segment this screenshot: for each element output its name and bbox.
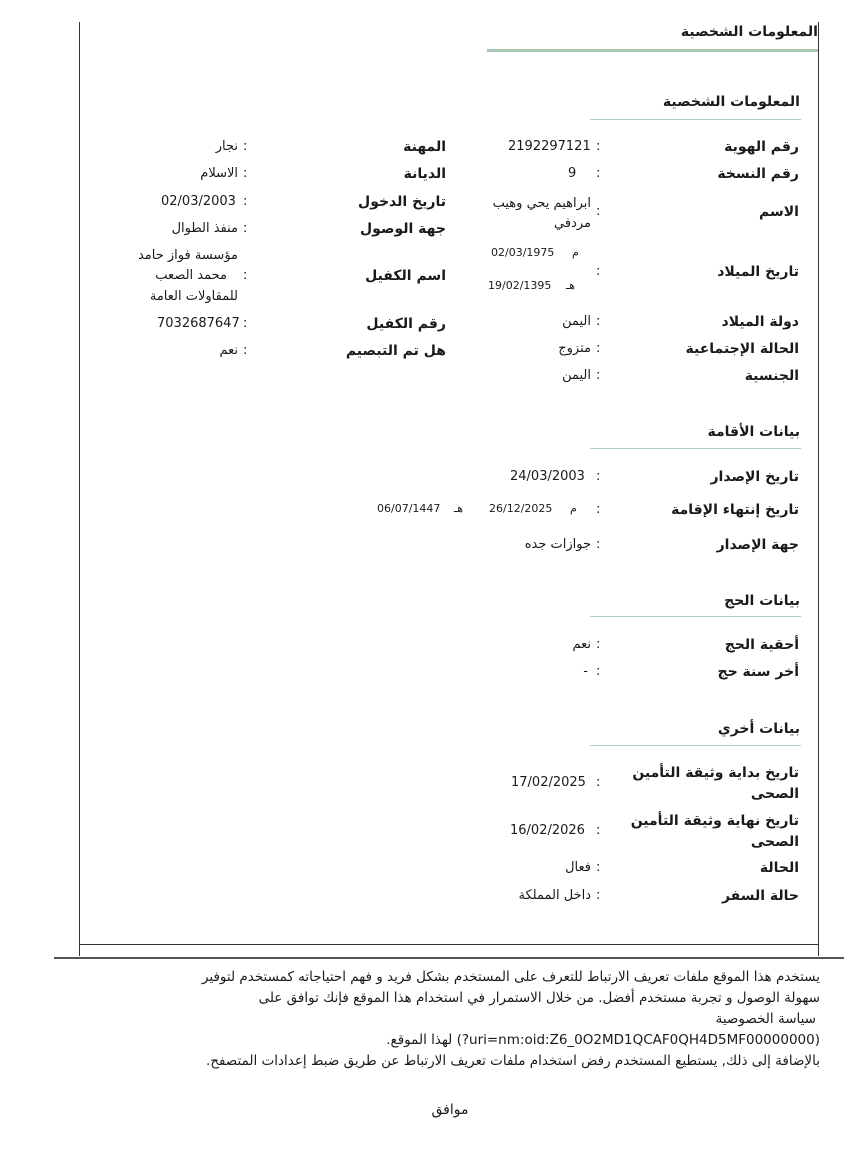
copy-value: 9	[568, 166, 577, 181]
personal-heading-underline	[590, 119, 801, 120]
personal-heading: المعلومات الشخصية	[662, 94, 800, 110]
travel-status-label: حالة السفر	[721, 888, 799, 904]
id-value: 2192297121	[508, 139, 591, 154]
hajj-heading: بيانات الحج	[724, 593, 800, 609]
marital-colon: :	[596, 341, 601, 356]
status-label: الحالة	[759, 860, 799, 876]
sponsor-colon: :	[243, 268, 248, 283]
expiry-hijri-value: 06/07/1447	[377, 502, 441, 515]
entry-colon: :	[243, 194, 248, 209]
copy-label: رقم النسخة	[717, 166, 799, 182]
birth-greg-value: 02/03/1975	[491, 246, 555, 259]
nationality-colon: :	[596, 368, 601, 383]
fingerprint-value: نعم	[219, 343, 238, 358]
id-colon: :	[596, 139, 601, 154]
cookie-notice-line-2: سهولة الوصول و تجربة مستخدم أفضل. من خلال الاستمرار في استخدام هذا الموقع فإنك توافق على	[258, 990, 820, 1006]
sponsor-line-3: للمقاولات العامة	[149, 289, 238, 304]
arrival-label: جهة الوصول	[360, 221, 446, 237]
expiry-hijri-tag: هـ	[454, 502, 464, 515]
religion-colon: :	[243, 166, 248, 181]
birth-label: تاريخ الميلاد	[717, 264, 799, 280]
travel-status-value: داخل المملكة	[518, 888, 591, 903]
sponsor-no-colon: :	[243, 316, 248, 331]
issuing-authority-colon: :	[596, 537, 601, 552]
sponsor-no-label: رقم الكفيل	[366, 316, 446, 332]
issue-date-label: تاريخ الإصدار	[710, 469, 799, 485]
name-label: الاسم	[759, 204, 799, 220]
residence-heading: بيانات الأقامة	[707, 424, 800, 440]
nationality-value: اليمن	[562, 368, 591, 383]
page-title-underline	[487, 49, 818, 52]
issue-date-value: 24/03/2003	[510, 469, 585, 484]
travel-status-colon: :	[596, 888, 601, 903]
profession-colon: :	[243, 139, 248, 154]
marital-value: متزوج	[558, 341, 591, 356]
status-colon: :	[596, 860, 601, 875]
residence-heading-underline	[590, 448, 801, 449]
privacy-policy-link[interactable]: سياسة الخصوصية	[715, 1011, 816, 1027]
insurance-start-colon: :	[596, 775, 601, 790]
birth-hijri-tag: هـ	[566, 279, 576, 292]
birth-country-label: دولة الميلاد	[721, 314, 799, 330]
sponsor-line-2: محمد الصعب	[155, 268, 227, 283]
expiry-colon: :	[596, 502, 601, 517]
sponsor-no-value: 7032687647	[157, 316, 240, 331]
nationality-label: الجنسية	[744, 368, 799, 384]
last-hajj-colon: :	[596, 664, 601, 679]
status-value: فعال	[565, 860, 591, 875]
hajj-heading-underline	[590, 616, 801, 617]
arrival-value: منفذ الطوال	[171, 221, 238, 236]
arrival-colon: :	[243, 221, 248, 236]
name-colon: :	[596, 204, 601, 219]
marital-label: الحالة الإجتماعية	[685, 341, 799, 357]
page-frame-right	[818, 22, 819, 956]
sponsor-label: اسم الكفيل	[365, 268, 446, 284]
footer-divider	[54, 957, 844, 959]
name-line-2: مردفي	[554, 216, 591, 231]
copy-colon: :	[596, 166, 601, 181]
profession-label: المهنة	[403, 139, 446, 155]
birth-greg-tag: م	[572, 246, 579, 259]
birth-hijri-value: 19/02/1395	[488, 279, 552, 292]
issue-date-colon: :	[596, 469, 601, 484]
last-hajj-value: -	[583, 664, 588, 679]
profession-value: نجار	[215, 139, 238, 154]
insurance-end-label-line-1: تاريخ نهاية وثيقة التأمين	[630, 813, 799, 829]
accept-button[interactable]: موافق	[431, 1102, 469, 1118]
birth-country-colon: :	[596, 314, 601, 329]
insurance-start-label-line-1: تاريخ بداية وثيقة التأمين	[632, 765, 799, 781]
page-frame-left	[79, 22, 80, 956]
religion-value: الاسلام	[200, 166, 238, 181]
issuing-authority-value: جوازات جده	[524, 537, 591, 552]
hajj-eligible-value: نعم	[572, 637, 591, 652]
insurance-end-label-line-2: الصحى	[750, 834, 799, 850]
birth-country-value: اليمن	[562, 314, 591, 329]
entry-label: تاريخ الدخول	[358, 194, 446, 210]
cookie-notice-line-1: يستخدم هذا الموقع ملفات تعريف الارتباط للتعرف على المستخدم بشكل فريد و فهم احتياجاته كمستخدم لتوفير	[201, 969, 820, 985]
fingerprint-label: هل تم التبصيم	[345, 343, 446, 359]
cookie-notice-line-4: (uri=nm:oid:Z6_0O2MD1QCAF0QH4D5MF00000000?) لهذا الموقع.	[386, 1032, 820, 1048]
cookie-notice-line-5: بالإضافة إلى ذلك, يستطيع المستخدم رفض استخدام ملفات تعريف الارتباط عن طريق ضبط إعدادات المتصفح.	[205, 1053, 820, 1069]
id-label: رقم الهوية	[724, 139, 799, 155]
expiry-greg-tag: م	[570, 502, 577, 515]
sponsor-line-1: مؤسسة فواز حامد	[137, 248, 238, 263]
last-hajj-label: أخر سنة حج	[717, 664, 799, 680]
insurance-start-value: 17/02/2025	[511, 775, 586, 790]
fingerprint-colon: :	[243, 343, 248, 358]
birth-colon: :	[596, 264, 601, 279]
hajj-eligible-label: أحقية الحج	[724, 637, 799, 653]
insurance-start-label-line-2: الصحى	[750, 786, 799, 802]
page-title: المعلومات الشخصية	[680, 24, 818, 40]
entry-value: 02/03/2003	[161, 194, 236, 209]
expiry-label: تاريخ إنتهاء الإقامة	[671, 502, 799, 518]
insurance-end-value: 16/02/2026	[510, 823, 585, 838]
other-heading-underline	[590, 745, 801, 746]
insurance-end-colon: :	[596, 823, 601, 838]
issuing-authority-label: جهة الإصدار	[716, 537, 799, 553]
other-heading: بيانات أخري	[717, 721, 800, 737]
page-frame-bottom	[79, 944, 819, 945]
cookie-notice	[110, 967, 820, 1072]
religion-label: الديانة	[403, 166, 446, 182]
hajj-eligible-colon: :	[596, 637, 601, 652]
name-line-1: ابراهيم يحي وهيب	[492, 196, 591, 211]
expiry-greg-value: 26/12/2025	[489, 502, 553, 515]
